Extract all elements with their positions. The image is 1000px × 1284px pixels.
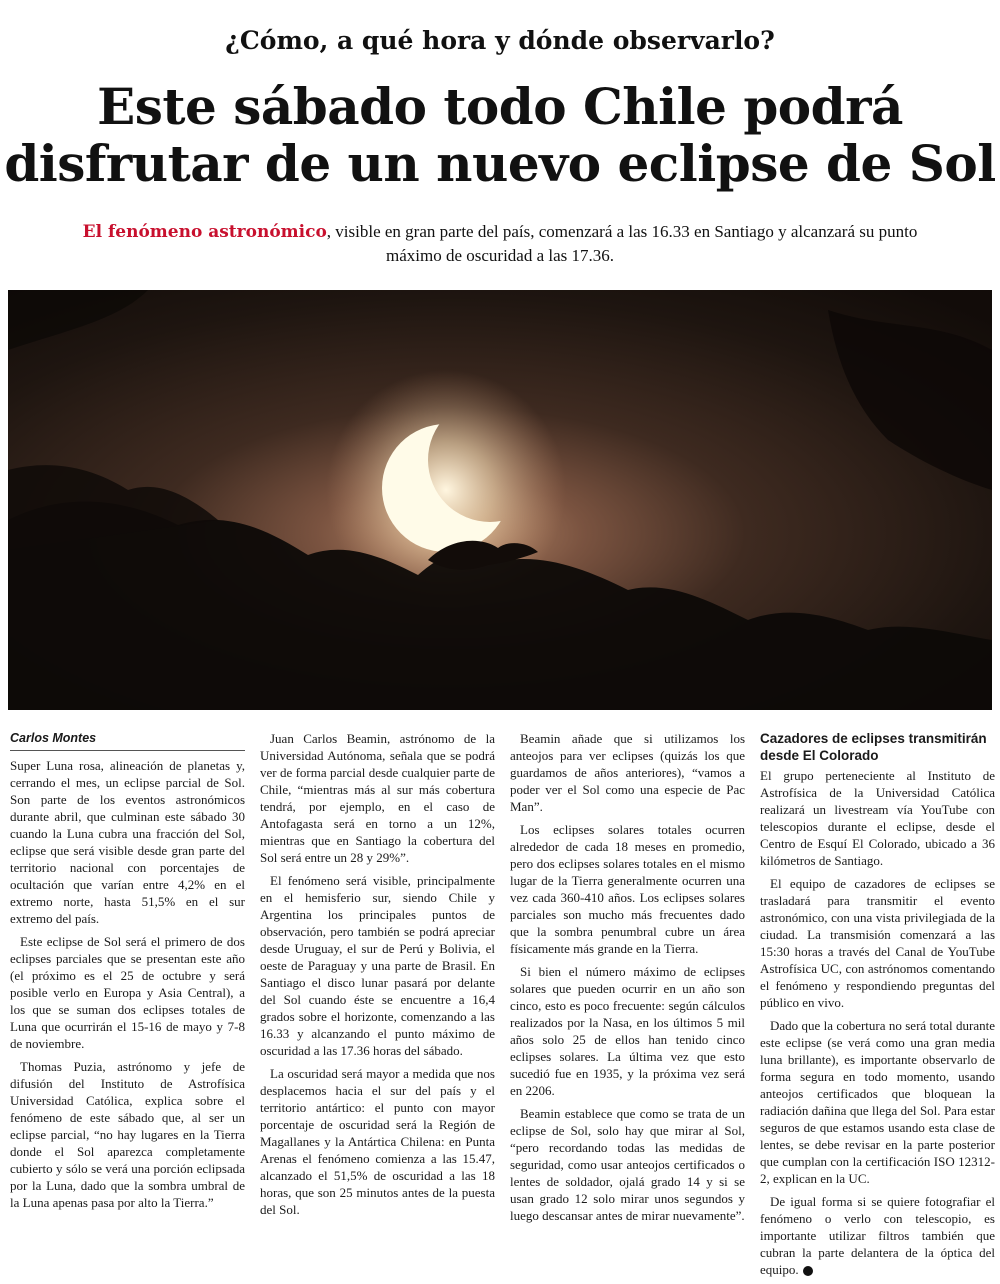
eclipse-photo <box>8 290 992 710</box>
article-column-3 <box>510 730 745 1230</box>
eclipse-photo-image <box>8 290 992 710</box>
paragraph <box>760 1193 995 1278</box>
paragraph: Los eclipses solares totales ocurren alrededor de cada 18 meses en promedio, pero dos eclipses solares totales en el mismo lugar de la Tierra generalmente ocurren una vez cada 360-410 años. Los eclipses solares parciales son mucho más frecuentes dado que la sombra penumbral cubre un área físicamente más grande en la Tierra. <box>510 822 745 956</box>
paragraph: La oscuridad será mayor a medida que nos desplacemos hacia el sur del país y el territorio antártico: el punto con mayor porcentaje de oscuridad será la Región de Magallanes y la Antártica Chilena: en Punta Arenas el fenómeno comienza a las 15.47, alcanzado el 51,5% de oscuridad a las 18 horas, que son 25 minutos antes de la puesta del Sol. <box>260 1066 495 1217</box>
paragraph: Beamin añade que si utilizamos los anteojos para ver eclipses (quizás los que guardamos de años anteriores), “vamos a poder ver el Sol como una especie de Pac Man”. <box>510 731 745 814</box>
kicker: ¿Cómo, a qué hora y dónde observarlo? <box>225 26 775 55</box>
paragraph: Super Luna rosa, alineación de planetas y, cerrando el mes, un eclipse parcial de Sol. Son parte de los eventos astronómicos durante abril, que culminan este sábado 30 cuando la Luna cubra una fracción del Sol, eclipse que será visible desde gran parte del territorio nacional con porcentajes de ocultación que varían entre 4,2% en el extremo norte, hasta 51,5% en el sur extremo del país. <box>10 758 245 926</box>
paragraph: Juan Carlos Beamin, astrónomo de la Universidad Autónoma, señala que se podrá ver de forma parcial desde cualquier parte de Chile, “mientras más al sur más cobertura tendrá, por ejemplo, en el caso de Antofagasta será en torno a un 12%, mientras que en Santiago la cobertura del Sol será entre un 28 y 29%”. <box>260 731 495 865</box>
paragraph: Si bien el número máximo de eclipses solares que pueden ocurrir en un año son cinco, esto es poco frecuente: según cálculos realizados por la Nasa, en los últimos 5 mil años solo 25 de ellos han tenido cinco eclipses solares. La última vez que esto sucedió fue en 1935, y la próxima vez será en 2206. <box>510 964 745 1098</box>
paragraph: Este eclipse de Sol será el primero de dos eclipses parciales que se presentan este año (el próximo es el 25 de octubre y será posible verlo en Europa y Asia Central), a los que se suman dos eclipses totales de Luna que ocurrirán el 15-16 de mayo y 7-8 de noviembre. <box>10 934 245 1051</box>
deck-lead: El fenómeno astronómico <box>82 222 327 242</box>
deck-text: , visible en gran parte del país, comenzará a las 16.33 en Santiago y alcanzará su punto máximo de oscuridad a las 17.36. <box>326 222 918 265</box>
paragraph: El grupo perteneciente al Instituto de Astrofísica de la Universidad Católica realizará un livestream vía YouTube con telescopios durante el eclipse, desde el Centro de Esquí El Colorado, ubicado a 36 kilómetros de Santiago. <box>760 768 995 868</box>
end-mark-icon <box>803 1266 813 1276</box>
headline-line-1: Este sábado todo Chile podrá <box>97 77 903 136</box>
paragraph-text: De igual forma si se quiere fotografiar el fenómeno o verlo con telescopio, es importante utilizar filtros también que cubran la parte delantera de la óptica del equipo. <box>760 1194 995 1277</box>
headline <box>0 78 1000 192</box>
paragraph: El fenómeno será visible, principalmente en el hemisferio sur, siendo Chile y Argentina los principales puntos de observación, pero también se podrá apreciar desde Uruguay, el sur de Perú y Bolivia, el oeste de Paraguay y una parte de Brasil. En Santiago el disco lunar pasará por delante del Sol cuando éste se encuentre a 16,4 grados sobre el horizonte, comenzando a las 16.33 y alcanzando el punto máximo de oscuridad a las 17.36 horas del sábado. <box>260 873 495 1058</box>
paragraph: Dado que la cobertura no será total durante este eclipse (se verá como una gran media luna brillante), es importante observarlo de forma segura en todo momento, usando anteojos certificados que bloquean la radiación dañina que llega del Sol. Para estar seguros de que estamos usando esta clase de lentes, se debe revisar en la parte posterior que cumplan con la certificación ISO 12312-2, explican en la UC. <box>760 1018 995 1186</box>
headline-line-2: disfrutar de un nuevo eclipse de Sol <box>4 134 996 193</box>
article-column-1 <box>10 730 245 1217</box>
paragraph: Beamin establece que como se trata de un eclipse de Sol, solo hay que mirar al Sol, “pero recordando todas las medidas de seguridad, como usar anteojos certificados o lentes de soldador, ojalá grado 14 y si se usan grado 12 solo mirar unos segundos y luego descansar antes de mirar nuevamente”. <box>510 1106 745 1223</box>
sidebar-subhead: Cazadores de eclipses transmitirán desde El Colorado <box>760 731 987 763</box>
byline: Carlos Montes <box>10 730 245 751</box>
article-column-4 <box>760 730 995 1284</box>
article-column-2 <box>260 730 495 1224</box>
paragraph: Thomas Puzia, astrónomo y jefe de difusión del Instituto de Astrofísica Universidad Católica, explica sobre el fenómeno de este sábado que, al ser un eclipse parcial, “no hay lugares en la Tierra donde el Sol aparezca completamente cubierto y sólo se verá una porción eclipsada por la Luna, dado que la sombra umbral de la Luna apenas pasa por alto la Tierra.” <box>10 1059 245 1210</box>
deck <box>60 220 940 267</box>
paragraph: El equipo de cazadores de eclipses se trasladará para transmitir el evento astronómico, con una vista privilegiada de la ciudad. La transmisión comenzará a las 15:30 horas a través del Canal de YouTube Astrofísica UC, con astrónomos comentando el fenómeno y respondiendo preguntas del público en vivo. <box>760 876 995 1010</box>
